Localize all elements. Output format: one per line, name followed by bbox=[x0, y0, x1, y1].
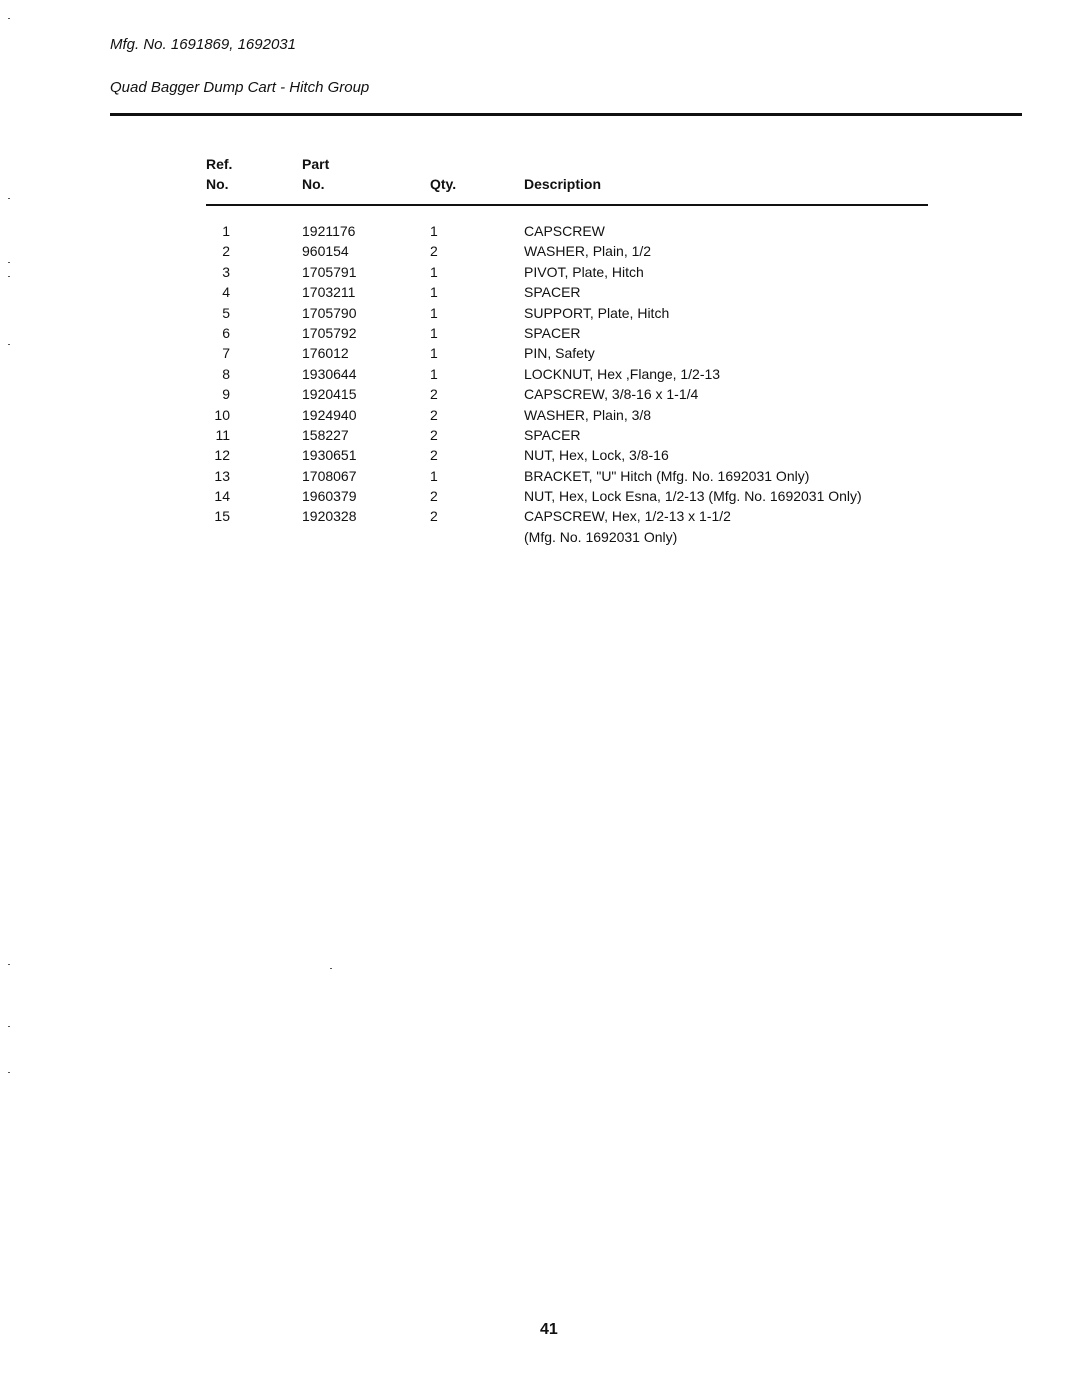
qty: 1 bbox=[430, 324, 438, 341]
ref-no: 1 bbox=[222, 223, 230, 239]
qty: 2 bbox=[430, 406, 438, 423]
description: SPACER bbox=[524, 324, 581, 341]
part-no: 1705792 bbox=[302, 324, 357, 341]
scan-speck bbox=[8, 262, 10, 263]
ref-header-line1: Ref. bbox=[206, 156, 233, 172]
part-no: 1708067 bbox=[302, 467, 357, 484]
part-no: 1920415 bbox=[302, 386, 357, 403]
page-title: Quad Bagger Dump Cart - Hitch Group bbox=[110, 79, 370, 96]
part-no: 1924940 bbox=[302, 406, 357, 423]
ref-no: 8 bbox=[222, 365, 230, 382]
mfg-number: Mfg. No. 1691869, 1692031 bbox=[110, 36, 296, 53]
part-no: 1705791 bbox=[302, 263, 357, 280]
scan-speck bbox=[8, 18, 10, 19]
table-row bbox=[0, 466, 1080, 486]
part-header-line1: Part bbox=[302, 156, 330, 172]
header-rule bbox=[110, 113, 1022, 116]
part-header bbox=[302, 154, 329, 194]
table-row bbox=[0, 364, 1080, 384]
scan-speck bbox=[8, 276, 10, 277]
part-header-line2: No. bbox=[302, 176, 325, 192]
qty: 2 bbox=[430, 426, 438, 443]
qty: 1 bbox=[430, 467, 438, 484]
table-row bbox=[0, 282, 1080, 302]
description: NUT, Hex, Lock, 3/8-16 bbox=[524, 447, 669, 464]
qty: 1 bbox=[430, 365, 438, 382]
description: PIN, Safety bbox=[524, 345, 595, 362]
part-no: 1920328 bbox=[302, 508, 357, 525]
table-row bbox=[0, 506, 1080, 526]
qty: 2 bbox=[430, 488, 438, 505]
table-row bbox=[0, 343, 1080, 363]
qty: 1 bbox=[430, 284, 438, 301]
table-row-continuation bbox=[0, 527, 1080, 547]
ref-no: 11 bbox=[215, 426, 230, 443]
qty: 1 bbox=[430, 304, 438, 321]
scan-speck bbox=[330, 968, 332, 969]
part-no: 1705790 bbox=[302, 304, 357, 321]
description-header: Description bbox=[524, 176, 602, 192]
ref-no: 10 bbox=[214, 406, 230, 423]
ref-no: 14 bbox=[214, 488, 230, 505]
ref-no: 15 bbox=[214, 508, 230, 525]
table-row bbox=[0, 445, 1080, 465]
page-number: 41 bbox=[540, 1321, 558, 1338]
table-row bbox=[0, 384, 1080, 404]
scan-speck bbox=[8, 1072, 10, 1073]
ref-no: 13 bbox=[214, 467, 230, 484]
description: SPACER bbox=[524, 284, 581, 301]
parts-table bbox=[0, 221, 1080, 547]
description: PIVOT, Plate, Hitch bbox=[524, 263, 644, 280]
description: LOCKNUT, Hex ,Flange, 1/2-13 bbox=[524, 365, 721, 382]
part-no: 960154 bbox=[302, 243, 349, 260]
table-row bbox=[0, 425, 1080, 445]
description: CAPSCREW, Hex, 1/2-13 x 1-1/2 bbox=[524, 508, 731, 525]
ref-no: 12 bbox=[214, 447, 230, 464]
table-row bbox=[0, 241, 1080, 261]
qty-header: Qty. bbox=[430, 176, 457, 192]
ref-header bbox=[206, 154, 232, 194]
description: BRACKET, "U" Hitch (Mfg. No. 1692031 Only) bbox=[524, 467, 810, 484]
table-header-rule bbox=[206, 204, 928, 206]
ref-no: 3 bbox=[222, 263, 230, 280]
ref-no: 9 bbox=[222, 386, 230, 403]
ref-no: 7 bbox=[222, 345, 230, 362]
scan-speck bbox=[8, 344, 10, 345]
ref-no: 4 bbox=[222, 284, 230, 301]
description: (Mfg. No. 1692031 Only) bbox=[524, 528, 678, 545]
description: CAPSCREW bbox=[524, 223, 605, 239]
description: WASHER, Plain, 3/8 bbox=[524, 406, 652, 423]
table-row bbox=[0, 303, 1080, 323]
part-no: 176012 bbox=[302, 345, 349, 362]
scan-speck bbox=[8, 964, 10, 965]
qty: 2 bbox=[430, 447, 438, 464]
part-no: 1703211 bbox=[302, 284, 356, 301]
scan-speck bbox=[8, 198, 10, 199]
qty: 2 bbox=[430, 508, 438, 525]
part-no: 1930651 bbox=[302, 447, 357, 464]
table-row bbox=[0, 262, 1080, 282]
table-row bbox=[0, 323, 1080, 343]
ref-no: 2 bbox=[222, 243, 230, 260]
qty: 2 bbox=[430, 386, 438, 403]
part-no: 1960379 bbox=[302, 488, 357, 505]
qty: 1 bbox=[430, 345, 438, 362]
ref-no: 5 bbox=[222, 304, 230, 321]
table-row bbox=[0, 221, 1080, 241]
description: WASHER, Plain, 1/2 bbox=[524, 243, 652, 260]
part-no: 1930644 bbox=[302, 365, 357, 382]
qty: 2 bbox=[430, 243, 438, 260]
part-no: 158227 bbox=[302, 426, 349, 443]
table-row bbox=[0, 486, 1080, 506]
table-row bbox=[0, 405, 1080, 425]
qty: 1 bbox=[430, 223, 438, 239]
ref-header-line2: No. bbox=[206, 176, 229, 192]
description: NUT, Hex, Lock Esna, 1/2-13 (Mfg. No. 1692031 Only) bbox=[524, 488, 862, 505]
scan-speck bbox=[8, 1026, 10, 1027]
ref-no: 6 bbox=[222, 324, 230, 341]
qty: 1 bbox=[430, 263, 438, 280]
part-no: 1921176 bbox=[302, 223, 356, 239]
description: SUPPORT, Plate, Hitch bbox=[524, 304, 670, 321]
description: SPACER bbox=[524, 426, 581, 443]
description: CAPSCREW, 3/8-16 x 1-1/4 bbox=[524, 386, 699, 403]
